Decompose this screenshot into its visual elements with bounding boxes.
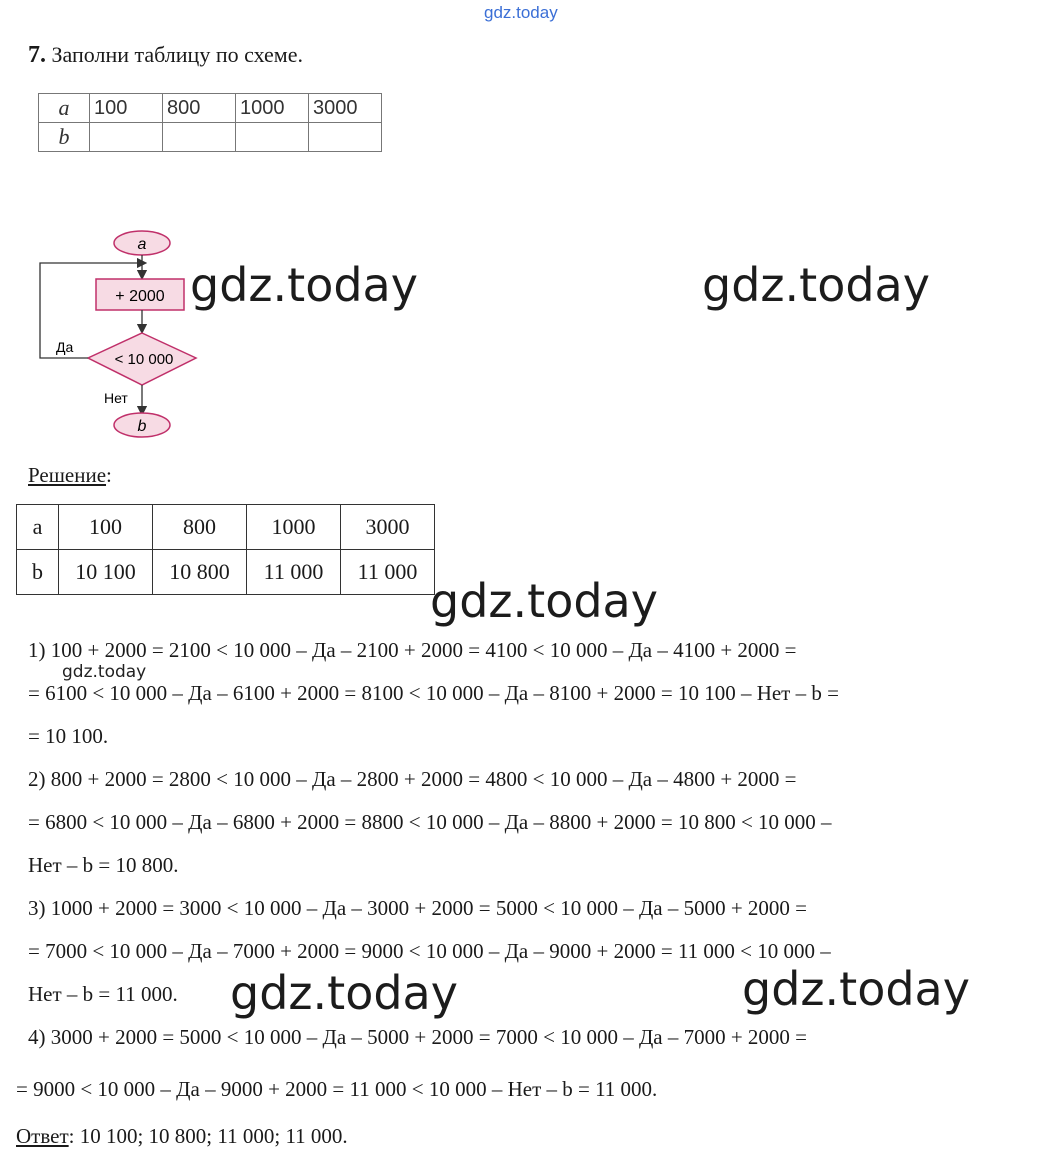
watermark: gdz.today: [742, 962, 970, 1016]
solution-table-row-b: [17, 550, 435, 595]
input-table-empty-cell: [163, 123, 236, 152]
solution-table-cell: 100: [59, 505, 153, 550]
solution-heading: Решение:: [28, 463, 112, 487]
solution-table-cell: 10 800: [153, 550, 247, 595]
solution-line: 1) 100 + 2000 = 2100 < 10 000 – Да – 2100 + 2000 = 4100 < 10 000 – Да – 4100 + 2000 =: [28, 638, 797, 662]
solution-line: = 9000 < 10 000 – Да – 9000 + 2000 = 11 000 < 10 000 – Нет – b = 11 000.: [16, 1077, 658, 1101]
input-table-empty-cell: [236, 123, 309, 152]
solution-table-cell: 11 000: [247, 550, 341, 595]
solution-table-label-b: b: [17, 550, 59, 595]
answer-label: Ответ: [16, 1124, 69, 1148]
input-table-row-b: [39, 123, 382, 152]
flowchart-yes-label: Да: [56, 339, 74, 355]
flowchart-end-label: b: [137, 418, 147, 435]
solution-line: Нет – b = 10 800.: [28, 853, 179, 877]
solution-table-cell: 3000: [341, 505, 435, 550]
solution-line: = 10 100.: [28, 724, 109, 748]
input-table-row-a: [39, 94, 382, 123]
input-table: [38, 93, 382, 152]
solution-table-cell: 10 100: [59, 550, 153, 595]
solution-table-cell: 11 000: [341, 550, 435, 595]
solution-line: Нет – b = 11 000.: [28, 982, 178, 1006]
solution-line: 3) 1000 + 2000 = 3000 < 10 000 – Да – 3000 + 2000 = 5000 < 10 000 – Да – 5000 + 2000 =: [28, 896, 808, 920]
watermark-small: gdz.today: [62, 662, 147, 682]
solution-line: 4) 3000 + 2000 = 5000 < 10 000 – Да – 5000 + 2000 = 7000 < 10 000 – Да – 7000 + 2000 =: [28, 1025, 808, 1049]
task-title: [28, 42, 303, 69]
solution-line: = 7000 < 10 000 – Да – 7000 + 2000 = 9000 < 10 000 – Да – 9000 + 2000 = 11 000 < 10 000 –: [28, 939, 831, 963]
flowchart-start-label: a: [137, 236, 147, 253]
input-table-empty-cell: [90, 123, 163, 152]
solution-line: = 6800 < 10 000 – Да – 6800 + 2000 = 8800 < 10 000 – Да – 8800 + 2000 = 10 800 < 10 000 –: [28, 810, 832, 834]
solution-table-cell: 1000: [247, 505, 341, 550]
watermark: gdz.today: [230, 966, 458, 1020]
input-table-cell: 100: [90, 94, 163, 123]
answer-value: : 10 100; 10 800; 11 000; 11 000.: [68, 1124, 348, 1148]
watermark: gdz.today: [702, 258, 930, 312]
input-table-empty-cell: [309, 123, 382, 152]
input-table-label-a: a: [39, 94, 90, 123]
watermark-top: gdz.today: [484, 3, 558, 22]
answer: [16, 1124, 348, 1149]
solution-line: = 6100 < 10 000 – Да – 6100 + 2000 = 8100 < 10 000 – Да – 8100 + 2000 = 10 100 – Нет – b =: [28, 681, 839, 705]
solution-line: 2) 800 + 2000 = 2800 < 10 000 – Да – 2800 + 2000 = 4800 < 10 000 – Да – 4800 + 2000 =: [28, 767, 797, 791]
input-table-cell: 1000: [236, 94, 309, 123]
flowchart-no-label: Нет: [104, 390, 128, 406]
solution-table-row-a: [17, 505, 435, 550]
solution-table: [16, 504, 435, 595]
input-table-label-b: b: [39, 123, 90, 152]
watermark: gdz.today: [190, 258, 418, 312]
watermark: gdz.today: [430, 574, 658, 628]
task-text: Заполни таблицу по схеме.: [51, 42, 303, 67]
solution-table-label-a: a: [17, 505, 59, 550]
flowchart-process-label: + 2000: [115, 288, 165, 305]
flowchart: [30, 225, 210, 445]
flowchart-condition-label: < 10 000: [114, 351, 174, 368]
task-number: 7.: [28, 42, 46, 68]
solution-heading-text: Решение: [28, 463, 107, 487]
solution-table-cell: 800: [153, 505, 247, 550]
input-table-cell: 3000: [309, 94, 382, 123]
input-table-cell: 800: [163, 94, 236, 123]
